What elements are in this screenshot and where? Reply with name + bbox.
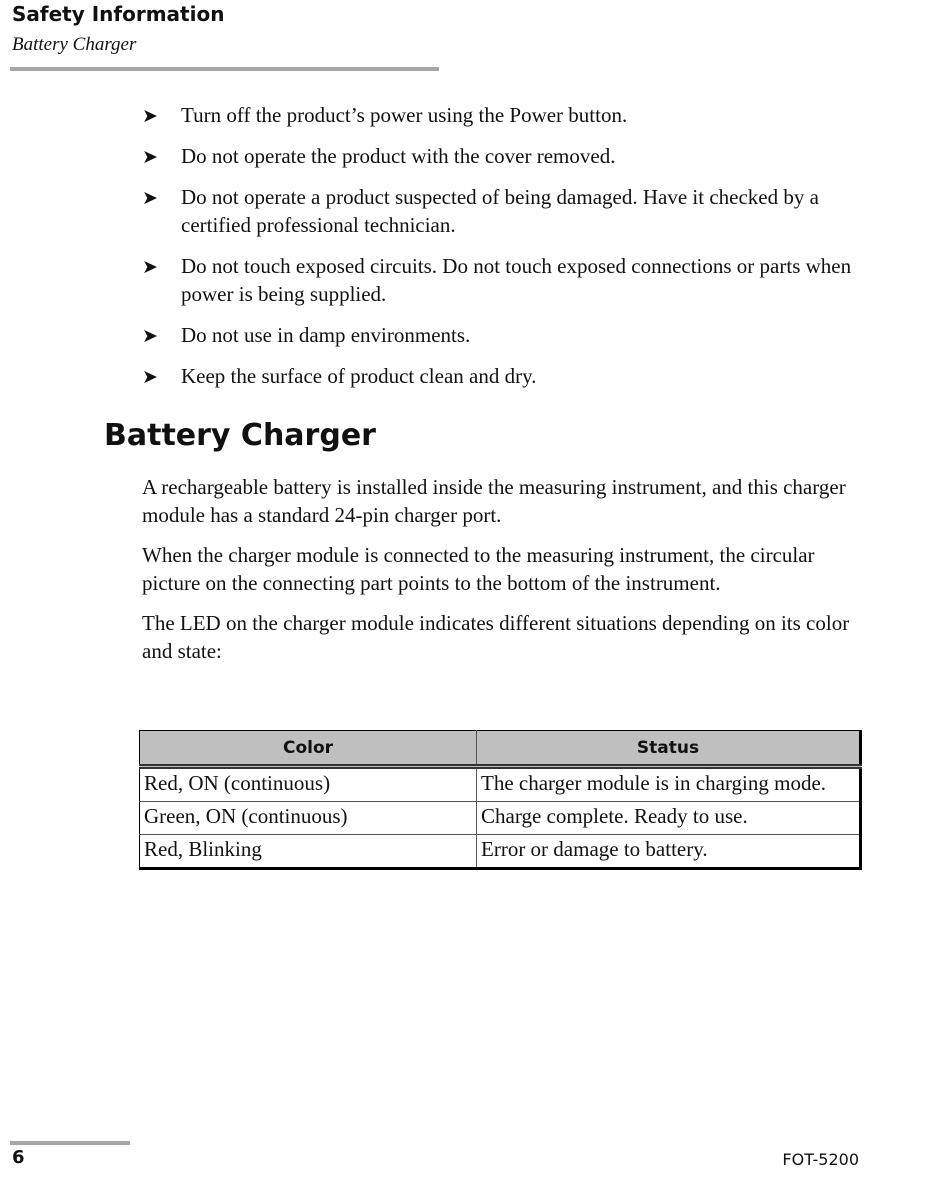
footer-divider [10, 1141, 130, 1145]
arrowhead-bullet-icon: ➤ [142, 256, 158, 278]
led-status-table [139, 730, 862, 870]
header-divider [10, 67, 439, 71]
table-row [140, 835, 861, 869]
table-cell-status: Charge complete. Ready to use. [477, 802, 861, 835]
bullet-text: Do not touch exposed circuits. Do not touch exposed connections or parts when power is being supplied. [181, 254, 852, 306]
arrowhead-bullet-icon: ➤ [142, 366, 158, 388]
arrowhead-bullet-icon: ➤ [142, 187, 158, 209]
table-header-row [140, 731, 861, 767]
list-item [142, 362, 862, 390]
list-item [142, 142, 862, 170]
section-body [142, 473, 864, 677]
table-cell-status: Error or damage to battery. [477, 835, 861, 869]
bullet-text: Do not use in damp environments. [181, 323, 471, 347]
bullet-text: Do not operate a product suspected of being damaged. Have it checked by a certified professional technician. [181, 185, 819, 237]
list-item [142, 321, 862, 349]
page-number: 6 [12, 1147, 25, 1168]
table-cell-color: Red, ON (continuous) [140, 767, 477, 802]
product-code: FOT-5200 [782, 1150, 859, 1169]
arrowhead-bullet-icon: ➤ [142, 325, 158, 347]
bullet-text: Keep the surface of product clean and dry. [181, 364, 537, 388]
bullet-text: Turn off the product’s power using the Power button. [181, 103, 628, 127]
table-cell-color: Red, Blinking [140, 835, 477, 869]
section-heading: Battery Charger [104, 418, 376, 453]
running-header-subtitle: Battery Charger [12, 34, 137, 55]
paragraph: A rechargeable battery is installed inside the measuring instrument, and this charger module has a standard 24-pin charger port. [142, 475, 846, 527]
list-item [142, 183, 862, 239]
list-item [142, 252, 862, 308]
arrowhead-bullet-icon: ➤ [142, 146, 158, 168]
bullet-text: Do not operate the product with the cover removed. [181, 144, 616, 168]
table-row [140, 767, 861, 802]
column-header-status: Status [477, 731, 861, 767]
running-header-title: Safety Information [12, 2, 225, 26]
table-cell-color: Green, ON (continuous) [140, 802, 477, 835]
column-header-color: Color [140, 731, 477, 767]
list-item [142, 101, 862, 129]
table-row [140, 802, 861, 835]
paragraph: When the charger module is connected to the measuring instrument, the circular picture on the connecting part points to the bottom of the instrument. [142, 543, 815, 595]
safety-bullet-list [142, 101, 862, 403]
paragraph: The LED on the charger module indicates different situations depending on its color and state: [142, 611, 850, 663]
arrowhead-bullet-icon: ➤ [142, 105, 158, 127]
table-cell-status: The charger module is in charging mode. [477, 767, 861, 802]
